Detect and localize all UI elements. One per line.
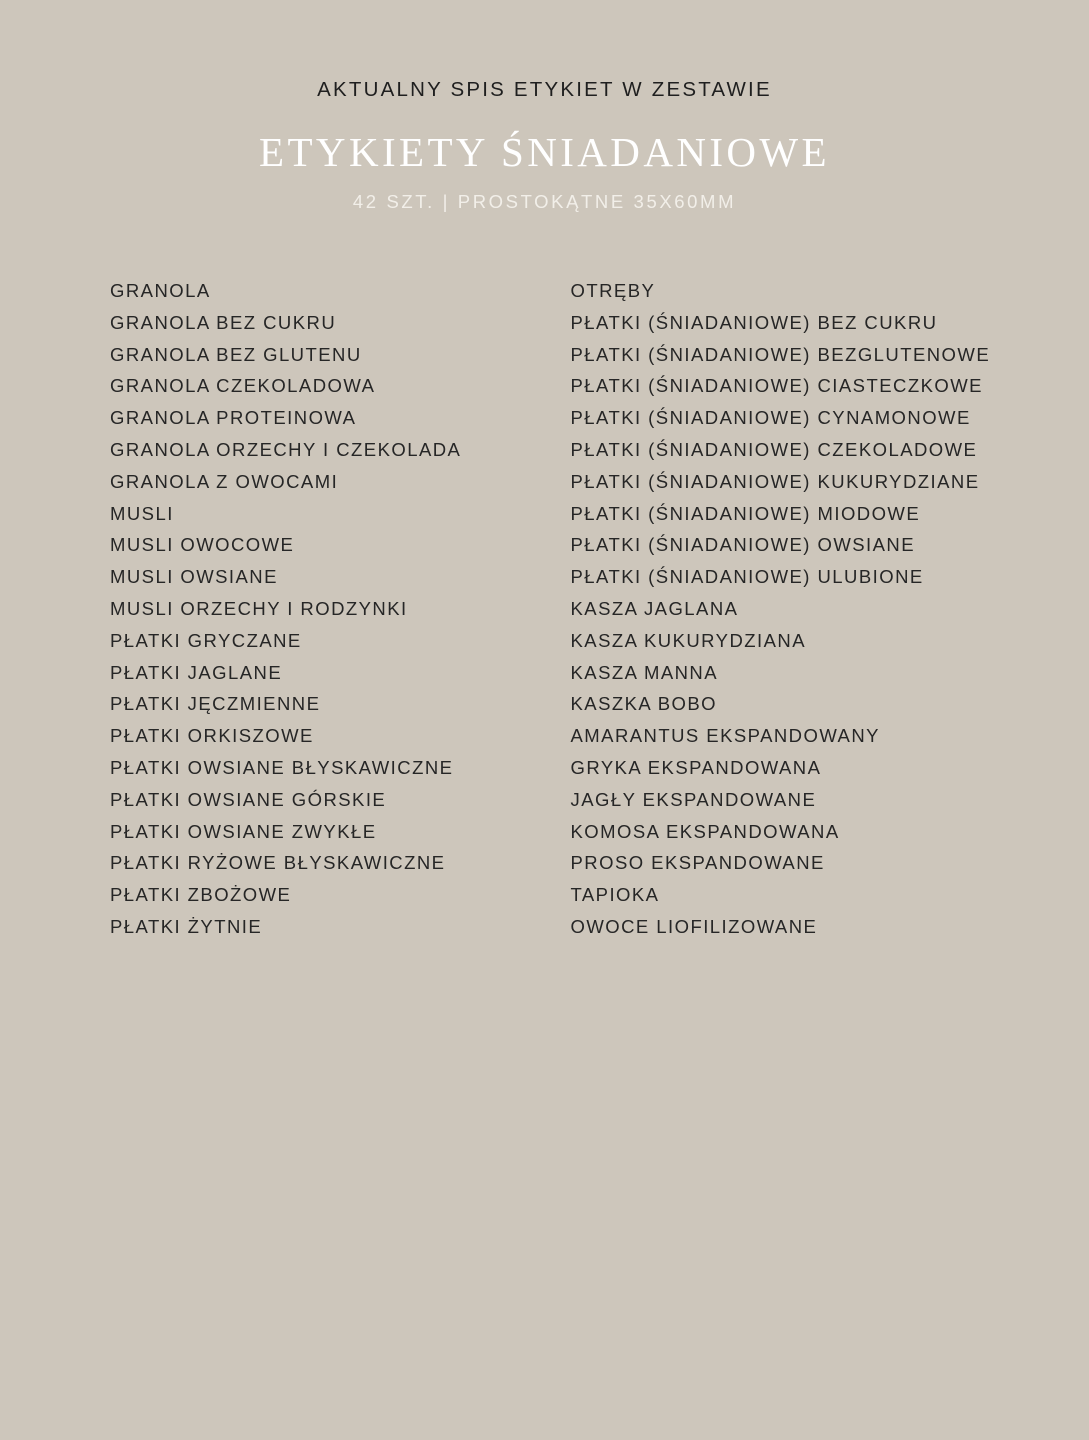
list-item: PŁATKI (ŚNIADANIOWE) CIASTECZKOWE [570, 375, 983, 397]
list-item: PŁATKI (ŚNIADANIOWE) BEZ CUKRU [570, 311, 938, 333]
list-item: MUSLI OWSIANE [110, 566, 278, 588]
label-column-right [571, 275, 1030, 943]
list-item: OTRĘBY [570, 280, 656, 302]
list-item: PŁATKI OWSIANE GÓRSKIE [110, 788, 387, 810]
list-item: PŁATKI JĘCZMIENNE [110, 693, 321, 715]
list-item: PŁATKI GRYCZANE [110, 629, 302, 651]
list-item: PROSO EKSPANDOWANE [570, 852, 825, 874]
list-item: GRANOLA Z OWOCAMI [110, 470, 339, 492]
list-item: MUSLI OWOCOWE [110, 534, 295, 556]
list-item: PŁATKI (ŚNIADANIOWE) CYNAMONOWE [570, 407, 971, 429]
list-item: PŁATKI ORKISZOWE [110, 725, 314, 747]
list-item: PŁATKI OWSIANE ZWYKŁE [110, 820, 377, 842]
list-item: PŁATKI (ŚNIADANIOWE) MIODOWE [570, 502, 921, 524]
list-item: PŁATKI (ŚNIADANIOWE) CZEKOLADOWE [570, 439, 978, 461]
list-item: GRYKA EKSPANDOWANA [570, 757, 822, 779]
page-title: ETYKIETY ŚNIADANIOWE [259, 129, 830, 175]
list-item: TAPIOKA [570, 884, 660, 906]
page-subtitle: 42 SZT. | PROSTOKĄTNE 35X60MM [352, 191, 737, 213]
list-item: KASZKA BOBO [570, 693, 718, 715]
label-column-left [110, 275, 571, 943]
page-kicker: AKTUALNY SPIS ETYKIET W ZESTAWIE [317, 78, 772, 101]
list-item: PŁATKI (ŚNIADANIOWE) KUKURYDZIANE [570, 470, 980, 492]
label-list-page [0, 78, 1089, 1440]
list-item: GRANOLA ORZECHY I CZEKOLADA [110, 439, 462, 461]
list-item: PŁATKI (ŚNIADANIOWE) ULUBIONE [570, 566, 924, 588]
list-item: GRANOLA [110, 280, 211, 302]
list-item: JAGŁY EKSPANDOWANE [570, 788, 817, 810]
list-item: GRANOLA PROTEINOWA [110, 407, 357, 429]
list-item: KASZA JAGLANA [570, 598, 739, 620]
label-columns [0, 275, 1089, 943]
list-item: GRANOLA CZEKOLADOWA [110, 375, 376, 397]
list-item: KASZA MANNA [570, 661, 719, 683]
list-item: PŁATKI ŻYTNIE [110, 916, 263, 938]
list-item: GRANOLA BEZ CUKRU [110, 311, 337, 333]
list-item: PŁATKI OWSIANE BŁYSKAWICZNE [110, 757, 454, 779]
list-item: OWOCE LIOFILIZOWANE [570, 916, 818, 938]
list-item: MUSLI ORZECHY I RODZYNKI [110, 598, 408, 620]
list-item: KOMOSA EKSPANDOWANA [570, 820, 840, 842]
list-item: PŁATKI (ŚNIADANIOWE) BEZGLUTENOWE [570, 343, 991, 365]
list-item: MUSLI [110, 502, 174, 524]
list-item: AMARANTUS EKSPANDOWANY [570, 725, 880, 747]
list-item: PŁATKI (ŚNIADANIOWE) OWSIANE [570, 534, 916, 556]
list-item: PŁATKI RYŻOWE BŁYSKAWICZNE [110, 852, 446, 874]
list-item: KASZA KUKURYDZIANA [570, 629, 806, 651]
list-item: PŁATKI JAGLANE [110, 661, 283, 683]
list-item: GRANOLA BEZ GLUTENU [110, 343, 362, 365]
list-item: PŁATKI ZBOŻOWE [110, 884, 292, 906]
